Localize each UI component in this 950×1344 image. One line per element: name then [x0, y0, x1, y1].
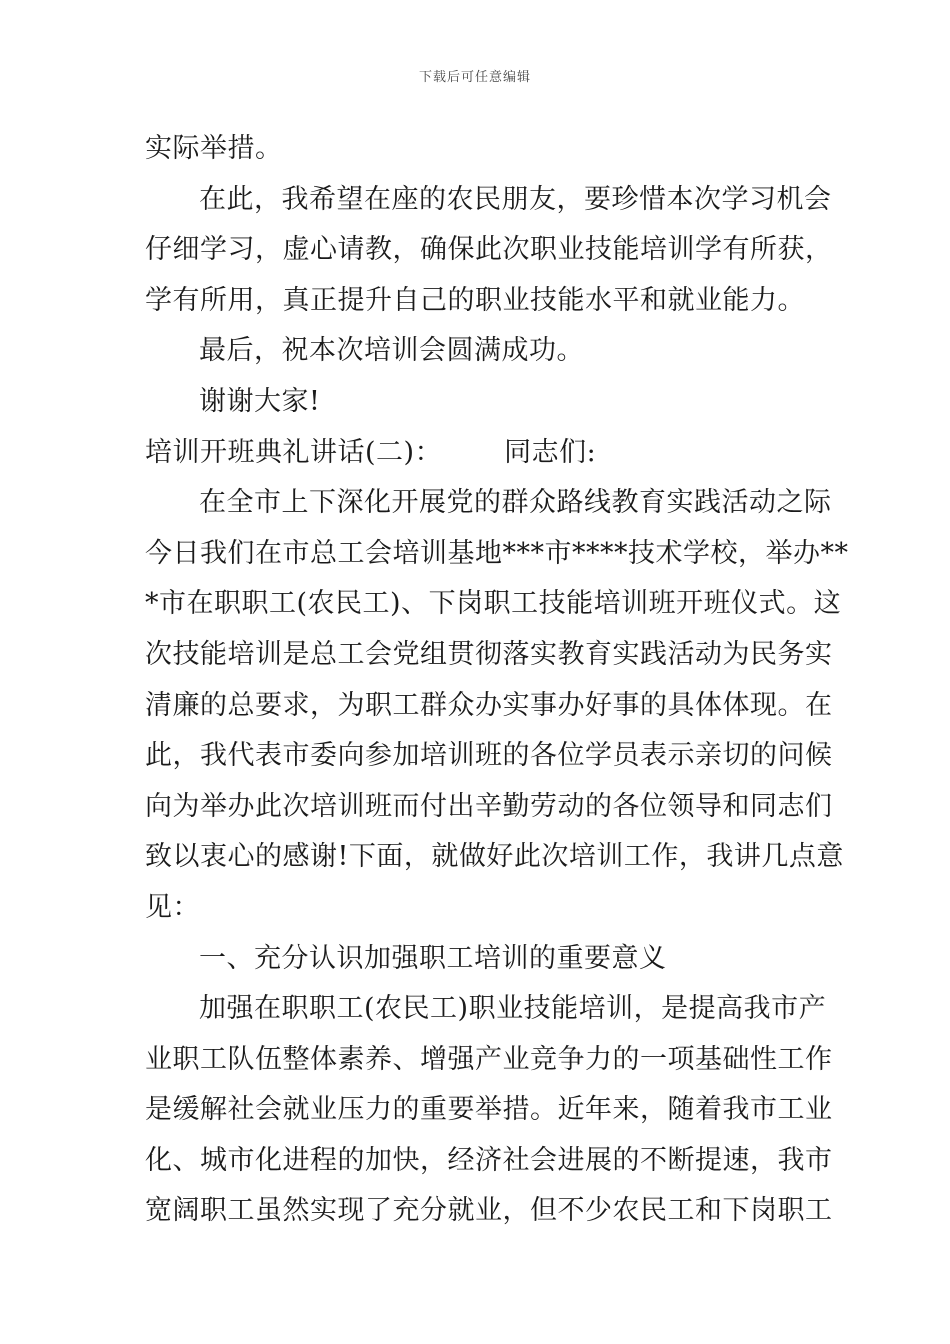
text-line: 学有所用，真正提升自己的职业技能水平和就业能力。	[145, 284, 805, 316]
text-line: 清廉的总要求，为职工群众办实事办好事的具体体现。在	[145, 689, 833, 721]
page-header-note: 下载后可任意编辑	[418, 70, 531, 85]
text-line: 宽阔职工虽然实现了充分就业，但不少农民工和下岗职工	[145, 1195, 833, 1227]
section-heading: 培训开班典礼讲话(二)：	[145, 436, 443, 468]
text-line: 最后，祝本次培训会圆满成功。	[199, 335, 584, 367]
text-line: 是缓解社会就业压力的重要举措。近年来，随着我市工业	[145, 1094, 833, 1126]
text-line: 向为举办此次培训班而付出辛勤劳动的各位领导和同志们	[145, 790, 833, 822]
text-line: 次技能培训是总工会党组贯彻落实教育实践活动为民务实	[145, 638, 833, 670]
text-line: 此，我代表市委向参加培训班的各位学员表示亲切的问候	[145, 740, 833, 772]
text-line: 在全市上下深化开展党的群众路线教育实践活动之际	[199, 487, 832, 519]
text-line: 今日我们在市总工会培训基地***市****技术学校，举办**	[145, 537, 849, 569]
text-line: 谢谢大家!	[199, 385, 321, 417]
text-line: 化、城市化进程的加快，经济社会进展的不断提速，我市	[145, 1144, 833, 1176]
text-line: 在此，我希望在座的农民朋友，要珍惜本次学习机会	[199, 183, 832, 215]
text-line: 加强在职职工(农民工)职业技能培训，是提高我市产	[199, 993, 827, 1025]
text-line: 业职工队伍整体素养、增强产业竞争力的一项基础性工作	[145, 1043, 833, 1075]
section-heading-line	[145, 428, 810, 479]
text-line: *市在职职工(农民工)、下岗职工技能培训班开班仪式。这	[145, 588, 842, 620]
document-body	[145, 124, 849, 1237]
text-line: 见：	[145, 891, 200, 923]
text-line: 实际举措。	[145, 133, 283, 164]
subheading-line: 一、充分认识加强职工培训的重要意义	[199, 942, 667, 974]
text-line: 仔细学习，虚心请教，确保此次职业技能培训学有所获，	[145, 234, 833, 266]
salutation: 同志们:	[504, 436, 597, 468]
text-line: 致以衷心的感谢!下面，就做好此次培训工作，我讲几点意	[145, 841, 844, 873]
